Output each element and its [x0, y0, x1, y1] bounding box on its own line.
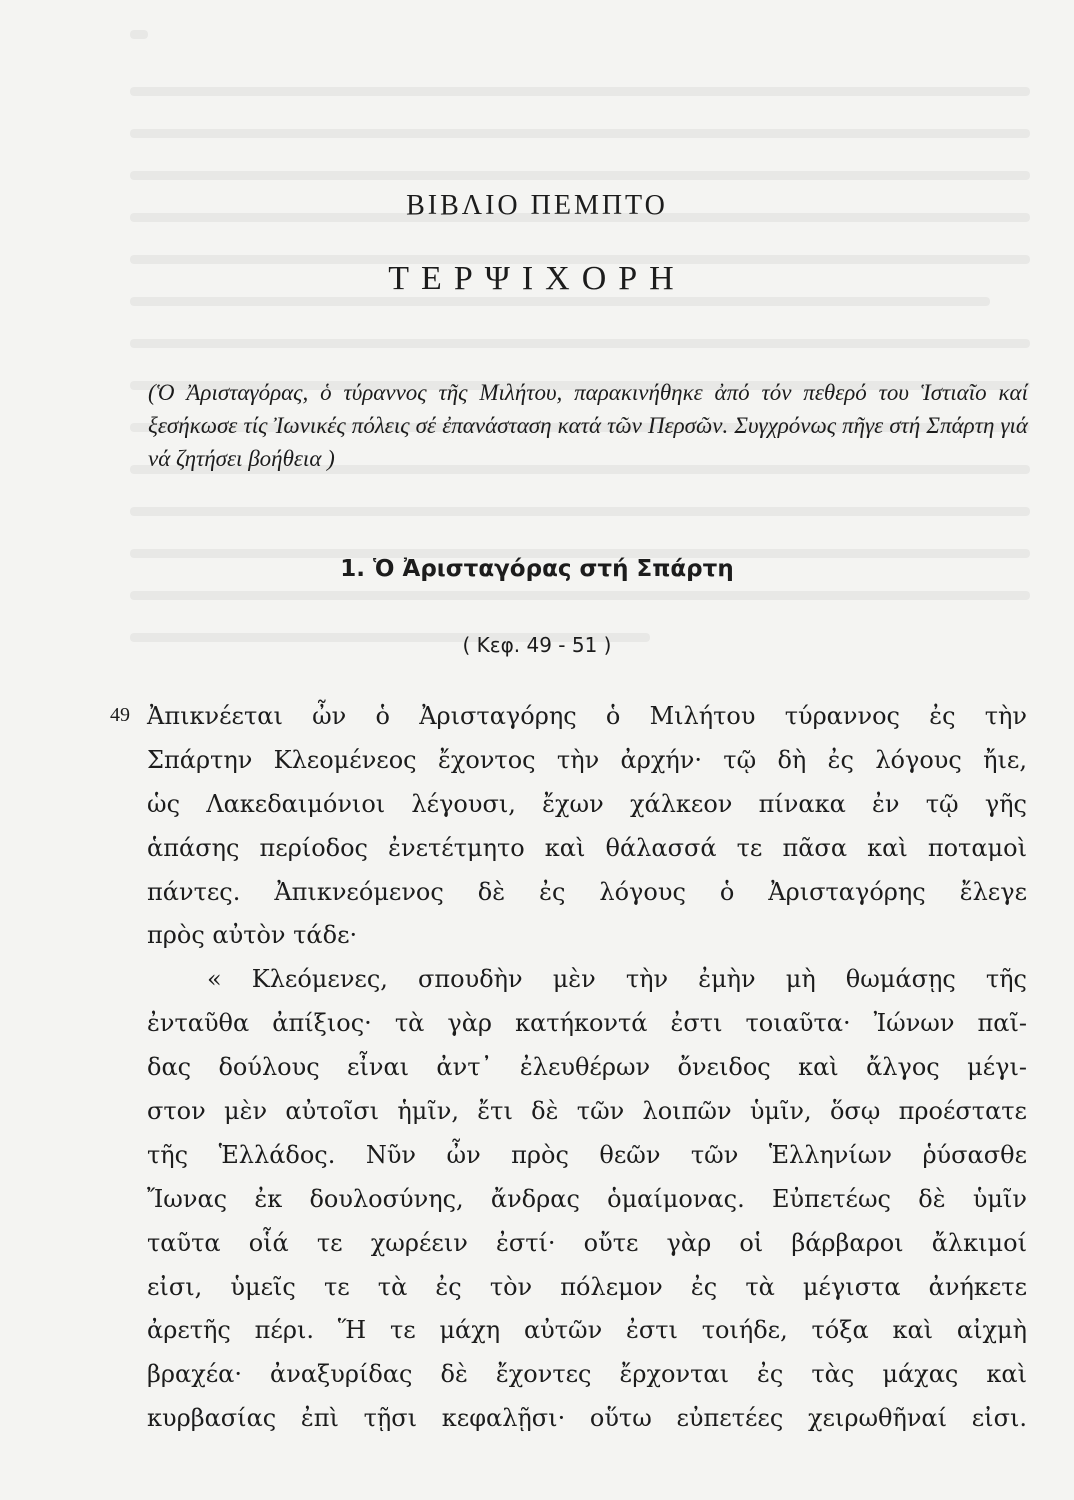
- text-line: Ἴωνας ἐκ δουλοσύνης, ἄνδρας ὁμαίμονας. Εὐπετέως δὲ ὑμῖν: [147, 1184, 1027, 1213]
- text-line: ταῦτα οἷά τε χωρέειν ἐστί· οὔτε γὰρ οἱ βάρβαροι ἄλκιμοί: [147, 1228, 1027, 1257]
- text-line: ἁπάσης περίοδος ἐνετέτμητο καὶ θάλασσά τε πᾶσα καὶ ποταμοὶ: [147, 833, 1027, 862]
- text-line: Σπάρτην Κλεομένεος ἔχοντος τὴν ἀρχήν· τῷ δὴ ἐς λόγους ἤιε,: [147, 745, 1027, 774]
- book-name: ΤΕΡΨΙΧΟΡΗ: [388, 260, 686, 297]
- text-line: « Κλεόμενες, σπουδὴν μὲν τὴν ἐμὴν μὴ θωμάσῃς τῆς: [207, 965, 1027, 994]
- book-title: ΒΙΒΛΙΟ ΠΕΜΠΤΟ: [406, 190, 668, 221]
- chapter-summary: (Ὁ Ἀρισταγόρας, ὁ τύραννος τῆς Μιλήτου, παρακινήθηκε ἀπό τόν πεθερό του Ἱστιαῖο καί ξεσήκωσε τίς Ἰωνικές πόλεις σέ ἐπανάσταση κατά τῶν Περσῶν. Συγχρόνως πῆγε στή Σπάρτη γιά νά ζητήσει βοήθεια ): [148, 380, 1028, 471]
- text-line: δας δούλους εἶναι ἀντ᾽ ἐλευθέρων ὄνειδος καὶ ἄλγος μέγι-: [147, 1053, 1027, 1082]
- text-line: στον μὲν αὐτοῖσι ἡμῖν, ἔτι δὲ τῶν λοιπῶν ὑμῖν, ὅσῳ προέστατε: [147, 1097, 1027, 1126]
- bleed-through-text: [130, 0, 1030, 700]
- text-line: κυρβασίας ἐπὶ τῇσι κεφαλῇσι· οὕτω εὐπετέες χειρωθῆναί εἰσι.: [147, 1404, 1027, 1433]
- text-line: ἐνταῦθα ἀπίξιος· τὰ γὰρ κατήκοντά ἐστι τοιαῦτα· Ἰώνων παῖ-: [147, 1009, 1027, 1038]
- greek-text: [147, 695, 1027, 1441]
- text-line: Ἀπικνέεται ὦν ὁ Ἀρισταγόρης ὁ Μιλήτου τύραννος ἐς τὴν: [147, 702, 1027, 730]
- text-line: τῆς Ἑλλάδος. Νῦν ὦν πρὸς θεῶν τῶν Ἑλληνίων ῥύσασθε: [147, 1140, 1027, 1169]
- text-line: πάντες. Ἀπικνεόμενος δὲ ἐς λόγους ὁ Ἀρισταγόρης ἔλεγε: [147, 877, 1027, 906]
- text-line: ἀρετῆς πέρι. Ἥ τε μάχη αὐτῶν ἐστι τοιήδε, τόξα καὶ αἰχμὴ: [147, 1316, 1027, 1345]
- text-line: εἰσι, ὑμεῖς τε τὰ ἐς τὸν πόλεμον ἐς τὰ μέγιστα ἀνήκετε: [147, 1272, 1027, 1301]
- text-line: ὡς Λακεδαιμόνιοι λέγουσι, ἔχων χάλκεον πίνακα ἐν τῷ γῆς: [147, 789, 1027, 818]
- text-line: πρὸς αὐτὸν τάδε·: [147, 921, 358, 950]
- paragraph-number: 49: [110, 704, 130, 726]
- text-line: βραχέα· ἀναξυρίδας δὲ ἔχοντες ἔρχονται ἐς τὰς μάχας καὶ: [147, 1360, 1027, 1389]
- chapter-range: ( Κεφ. 49 - 51 ): [462, 633, 612, 657]
- section-heading: 1. Ὁ Ἀρισταγόρας στή Σπάρτη: [340, 556, 734, 582]
